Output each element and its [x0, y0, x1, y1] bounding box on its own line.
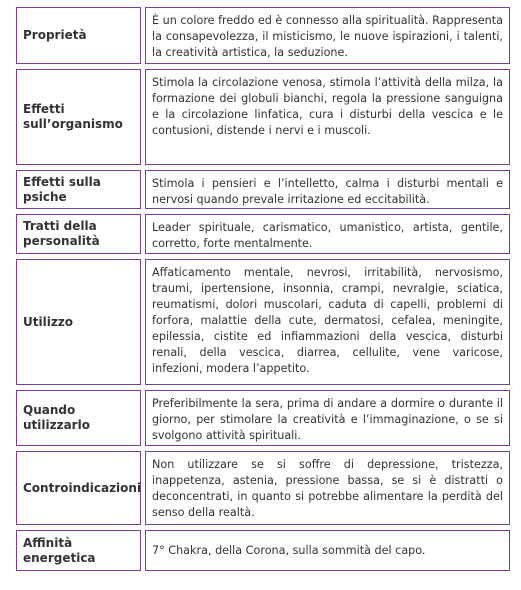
- row-value: È un colore freddo ed è connesso alla spiritualità. Rappresenta la consapevolezza, il misticismo, le nuove ispirazioni, i talenti, la creatività artistica, la seduzione.: [145, 7, 510, 64]
- table-row-quando-utilizzarlo: [16, 390, 510, 446]
- row-value: Preferibilmente la sera, prima di andare a dormire o durante il giorno, per stimolare la creatività e l’immaginazione, o se si svolgono attività spirituali.: [145, 390, 510, 446]
- row-label: Controindicazioni: [16, 451, 141, 525]
- row-label: Effetti sulla psiche: [16, 170, 141, 209]
- row-value: Affaticamento mentale, nevrosi, irritabilità, nervosismo, traumi, ipertensione, insonnia, crampi, nevralgie, sciatica, reumatismi, dolori muscolari, caduta di capelli, problemi di forfora, malattie della cute, dermatosi, cefalea, meningite, epilessia, cistite ed infiammazioni della vescica, disturbi renali, della vescica, diarrea, cellulite, vene varicose, infezioni, modera l’appetito.: [145, 259, 510, 385]
- table-row-tratti-personalita: [16, 214, 510, 254]
- row-value: Leader spirituale, carismatico, umanistico, artista, gentile, corretto, forte mentalmente.: [145, 214, 510, 254]
- row-label: Proprietà: [16, 7, 141, 64]
- table-row-proprieta: [16, 7, 510, 64]
- table-row-utilizzo: [16, 259, 510, 385]
- table-row-controindicazioni: [16, 451, 510, 525]
- table-row-effetti-organismo: [16, 69, 510, 165]
- row-label: Quando utilizzarlo: [16, 390, 141, 446]
- row-label: Utilizzo: [16, 259, 141, 385]
- row-label: Affinità energetica: [16, 530, 141, 571]
- table-row-affinita-energetica: [16, 530, 510, 571]
- row-value: 7° Chakra, della Corona, sulla sommità del capo.: [145, 530, 510, 571]
- row-label: Tratti della personalità: [16, 214, 141, 254]
- row-label: Effetti sull’organismo: [16, 69, 141, 165]
- table-row-effetti-psiche: [16, 170, 510, 209]
- row-value: Non utilizzare se si soffre di depressione, tristezza, inappetenza, astenia, pressione bassa, se si è distratti o deconcentrati, in quanto si potrebbe alimentare la perdità del senso della realtà.: [145, 451, 510, 525]
- row-value: Stimola i pensieri e l’intelletto, calma i disturbi mentali e nervosi quando prevale irritazione ed eccitabilità.: [145, 170, 510, 209]
- row-value: Stimola la circolazione venosa, stimola l’attività della milza, la formazione dei globuli bianchi, regola la pressione sanguigna e la circolazione linfatica, cura i disturbi della vescica e le contusioni, distende i nervi e i muscoli.: [145, 69, 510, 165]
